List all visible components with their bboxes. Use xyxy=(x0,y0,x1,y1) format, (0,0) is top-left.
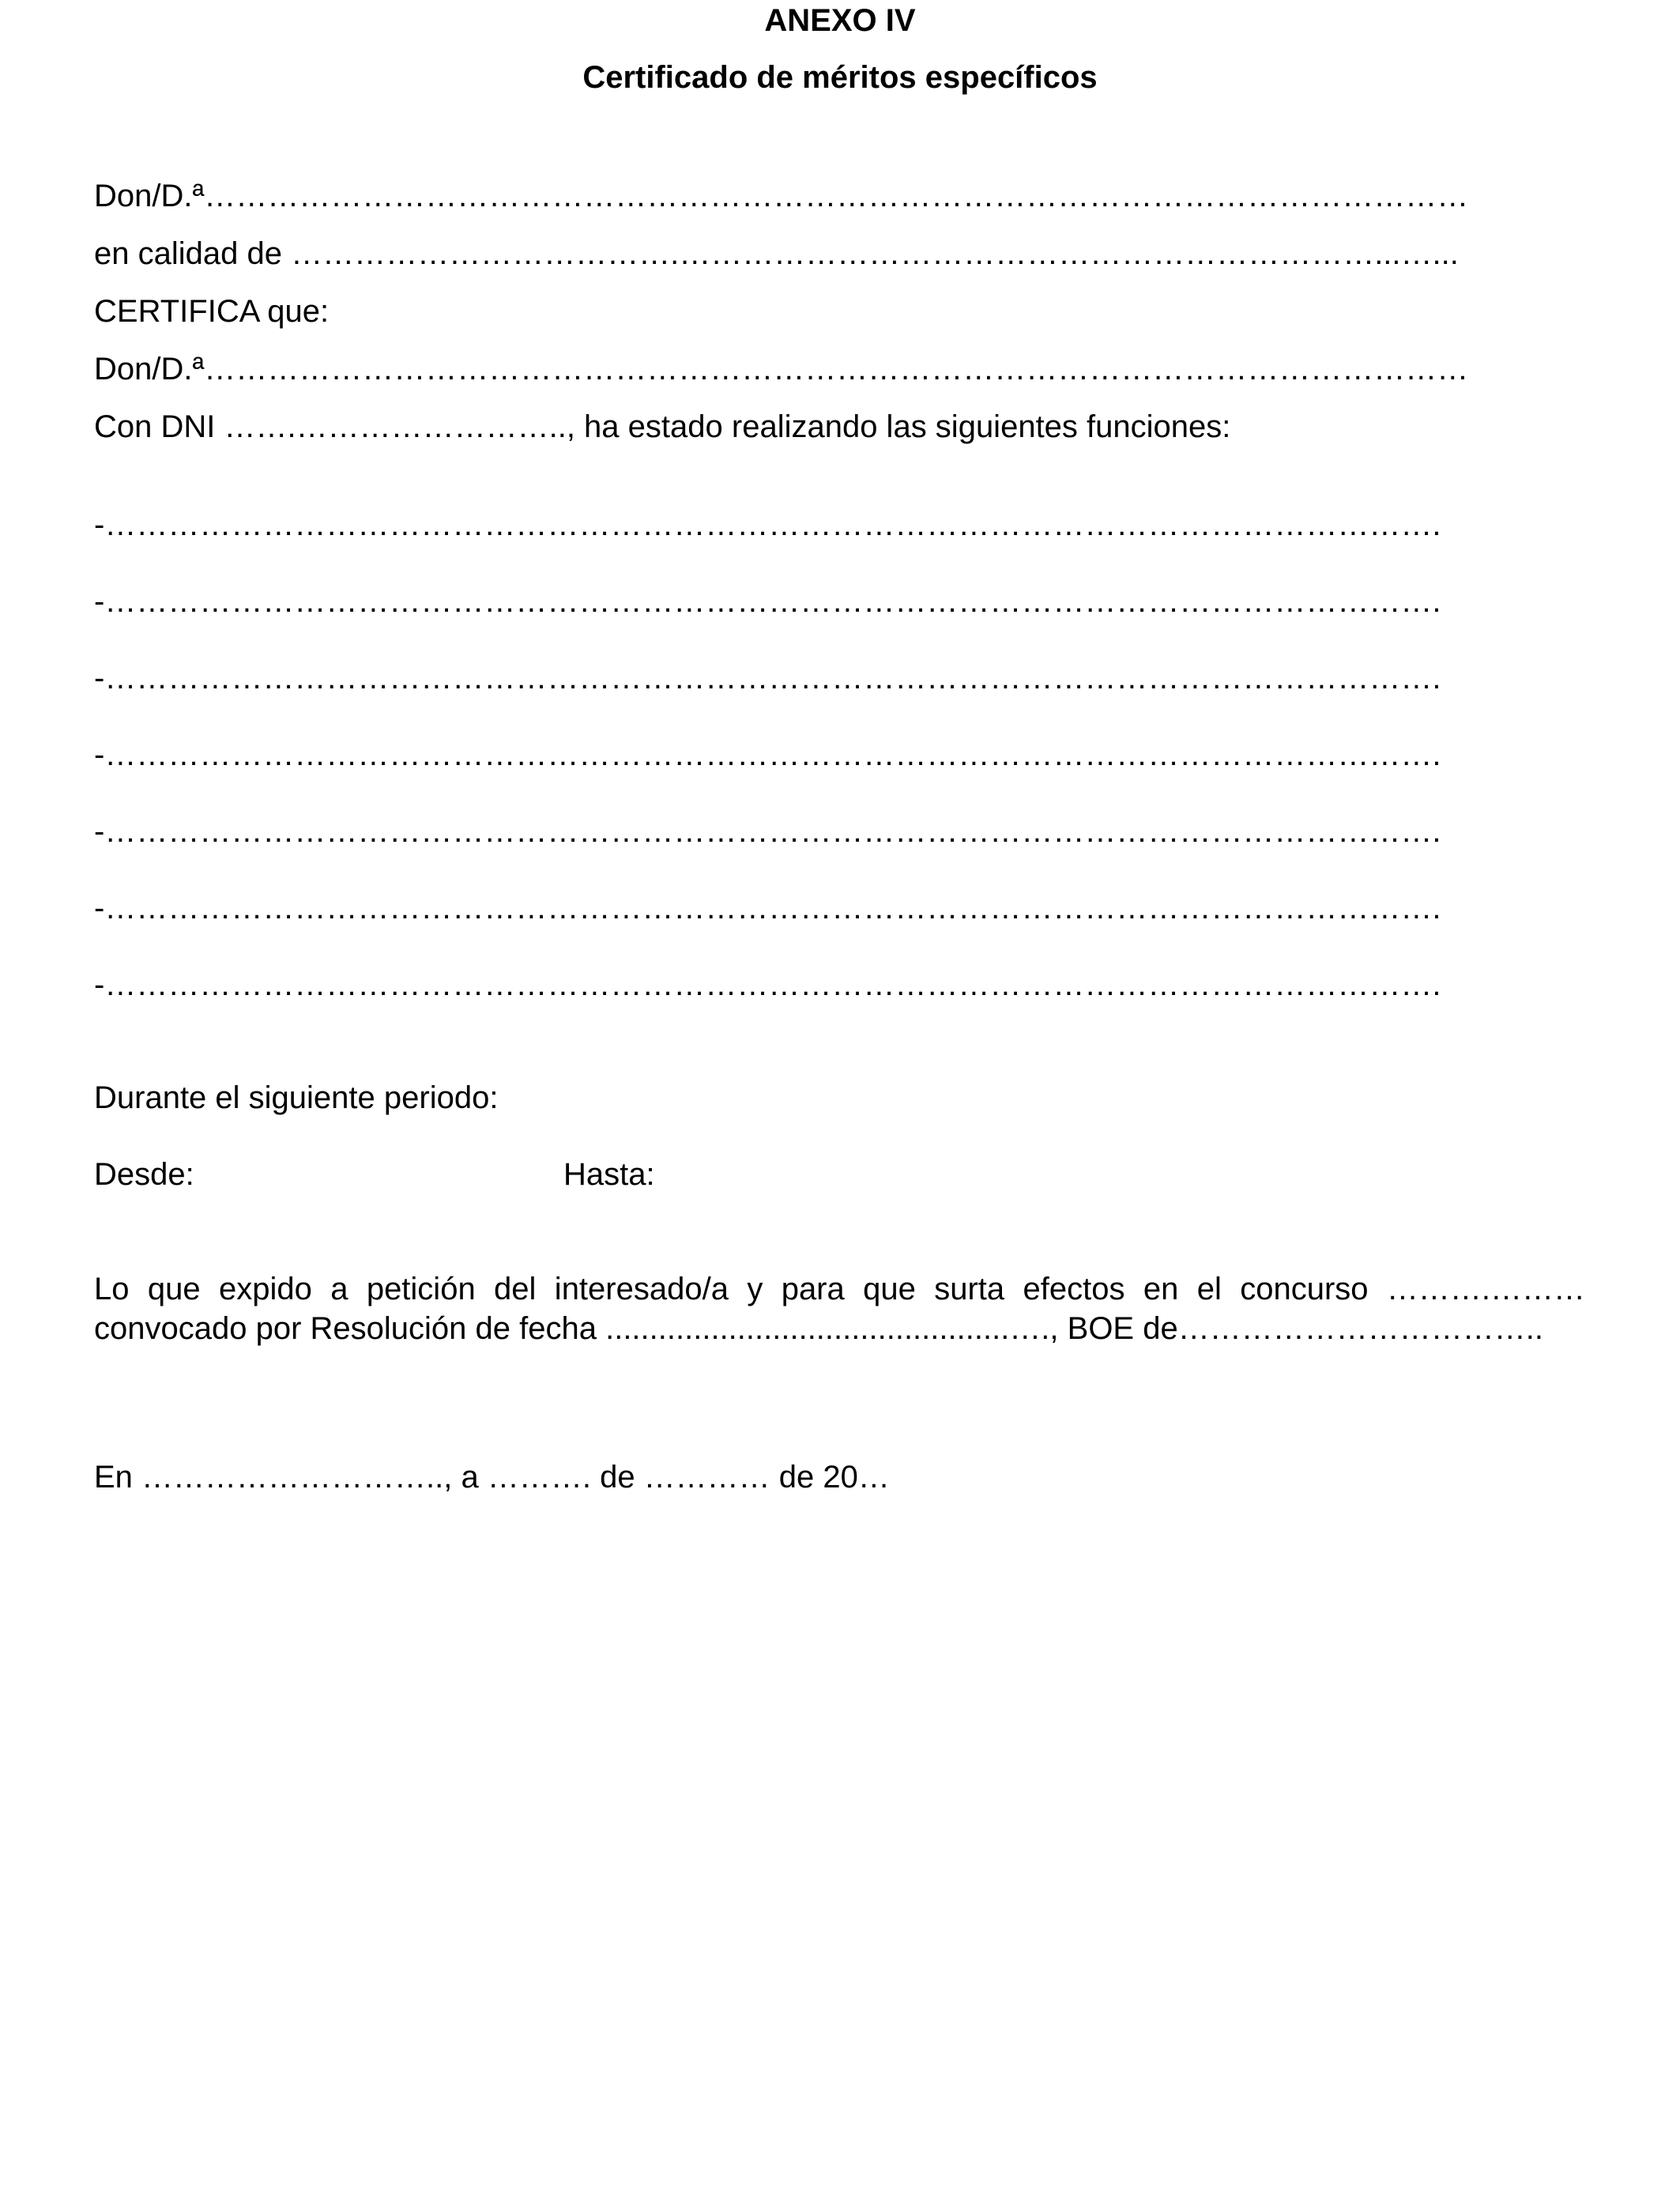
closing-paragraph-line-2: convocado por Resolución de fecha ..............................................…., BOE de…………………………….. xyxy=(94,1311,1543,1346)
function-line: -………………………………………………………………………………………………………………. xyxy=(94,507,1441,542)
function-line: -………………………………………………………………………………………………………………. xyxy=(94,967,1441,1002)
function-line: -………………………………………………………………………………………………………………. xyxy=(94,891,1441,925)
function-line: -………………………………………………………………………………………………………………. xyxy=(94,814,1441,849)
document-title: Certificado de méritos específicos xyxy=(582,60,1098,95)
dni-line: Con DNI …….…………………….., ha estado realizando las siguientes funciones: xyxy=(94,409,1231,444)
function-line: -………………………………………………………………………………………………………………. xyxy=(94,661,1441,696)
function-line: -………………………………………………………………………………………………………………. xyxy=(94,737,1441,772)
hasta-label: Hasta: xyxy=(563,1157,655,1192)
don-line-2: Don/D.ª………………………………………………………………………………………………………… xyxy=(94,352,1469,386)
capacity-line: en calidad de ……………………………….…………………………………………………………...…... xyxy=(94,236,1459,271)
desde-label: Desde: xyxy=(94,1157,194,1192)
annex-heading: ANEXO IV xyxy=(764,3,916,38)
place-date-line: En ……………………….., a ………. de ………… de 20… xyxy=(94,1460,890,1495)
certifica-line: CERTIFICA que: xyxy=(94,294,330,329)
period-intro: Durante el siguiente periodo: xyxy=(94,1080,499,1115)
don-line-1: Don/D.ª………………………………………………………………………………………………………… xyxy=(94,179,1469,213)
function-line: -………………………………………………………………………………………………………………. xyxy=(94,584,1441,619)
closing-paragraph-line-1: Lo que expido a petición del interesado/a y para que surta efectos en el concurso ……….……… xyxy=(94,1272,1585,1306)
